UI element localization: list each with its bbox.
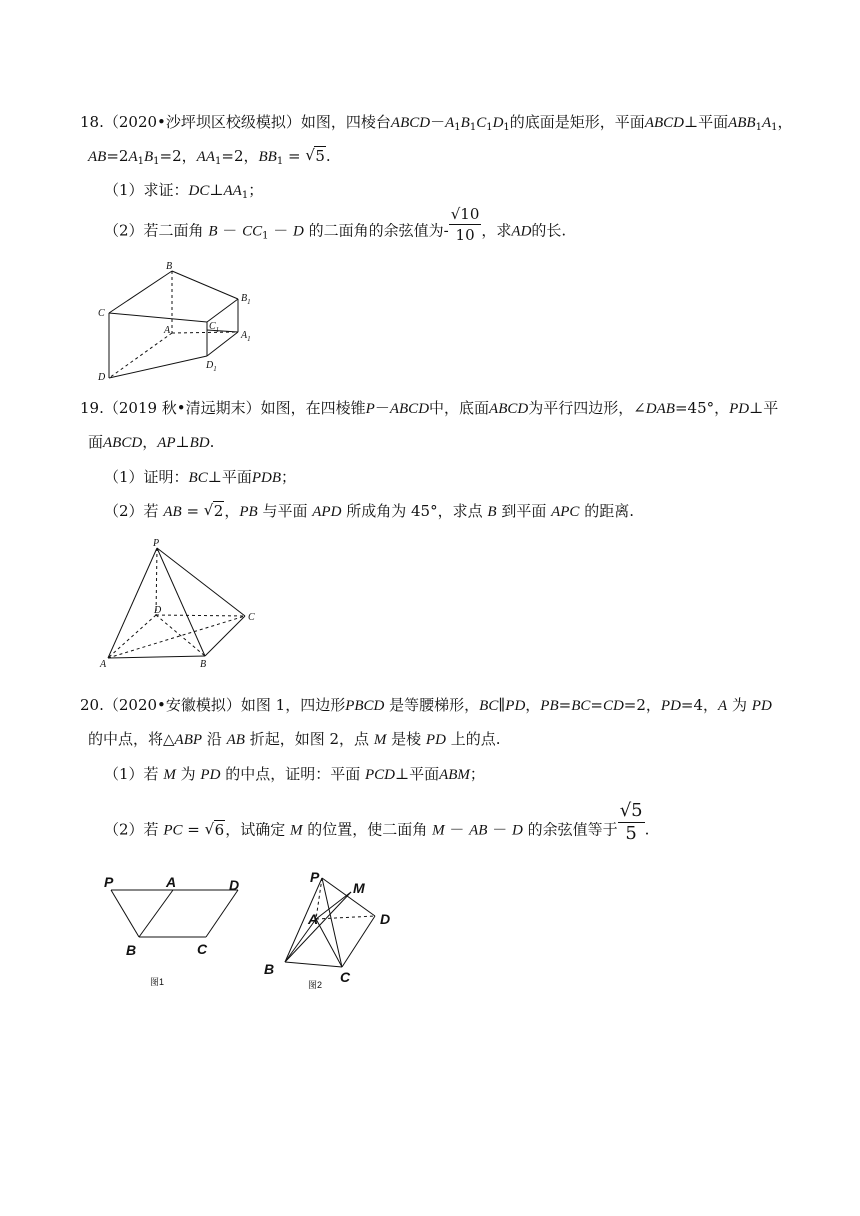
q19-line1: 19.（2019 秋•清远期末）如图，在四棱锥P－ABCD中，底面ABCD为平行四边形，∠DAB=45°，PD⊥平 xyxy=(80,399,779,417)
q18-part1: （1）求证：$DC\perp AA_1$； xyxy=(104,181,264,201)
q19-text: 面 xyxy=(88,433,104,451)
q20-text: 如图 1，四边形 xyxy=(240,696,346,714)
q18-text: =2 xyxy=(106,147,129,165)
q19-text: （2）若 xyxy=(104,502,159,520)
label-A1: $A_1$ xyxy=(241,330,251,343)
q20-text: － xyxy=(449,820,465,839)
q18-text: （1）求证： xyxy=(104,181,189,199)
q19-number: 19. xyxy=(80,399,104,417)
q18-text: － xyxy=(222,221,238,240)
label-B: B xyxy=(264,961,275,977)
q20-text: = xyxy=(187,820,200,839)
q20-text: = xyxy=(590,696,603,714)
q20-text: ⊥平面 xyxy=(394,765,440,783)
q20-text: . xyxy=(644,820,650,839)
label-D: D xyxy=(154,605,162,616)
label-B1: $B_1$ xyxy=(241,293,251,306)
label-D: D xyxy=(380,911,391,927)
q19-text: 为平行四边形，∠ xyxy=(528,399,646,417)
q18-text: =2， xyxy=(159,147,197,165)
q19-text: ， xyxy=(142,433,158,451)
q20-text: 沿 xyxy=(206,730,222,748)
q20-part1: （1）若 M 为 PD 的中点，证明：平面 PCD⊥平面ABM； xyxy=(104,765,485,783)
fraction: $\frac{√5}{5}$ xyxy=(619,800,643,844)
q19-text: 如图，在四棱锥 xyxy=(260,399,366,417)
fraction: $\frac{√10}{10}$ xyxy=(450,205,480,244)
q20-text: ∥ xyxy=(498,696,506,714)
label-D1: $D_1$ xyxy=(206,360,217,373)
q18-text: ， xyxy=(777,113,793,131)
q20-line2: 的中点，将△ABP 沿 AB 折起，如图 2，点 M 是棱 PD 上的点. xyxy=(88,730,501,748)
label-B: B xyxy=(166,261,173,272)
q18-text: 如图，四棱台 xyxy=(300,113,391,131)
q19-source: （2019 秋•清远期末） xyxy=(103,399,261,417)
q20-text: 的位置，使二面角 xyxy=(307,820,428,839)
q20-text: （2）若 xyxy=(104,820,159,839)
q18-text: =2， xyxy=(221,147,259,165)
q20-text: 折起，如图 2，点 xyxy=(249,730,370,748)
q20-number: 20. xyxy=(80,696,104,714)
q18-text: . xyxy=(325,147,331,165)
q19-text: ⊥ xyxy=(175,433,190,451)
q20-text: = xyxy=(558,696,572,714)
q20-text: 为 xyxy=(732,696,748,714)
label-A: A xyxy=(100,659,107,670)
q20-part2: （2）若 PC = √ 6，试确定 M 的位置，使二面角 M － AB － D 的余弦值等于 $\frac{√5}{5}$ . xyxy=(104,816,649,845)
q20-text: ， xyxy=(525,696,541,714)
sqrt6: √ 6 xyxy=(205,820,226,840)
label-D: D xyxy=(98,372,106,383)
q19-part1: （1）证明：BC⊥平面PDB； xyxy=(104,468,297,486)
q20-source: （2020•安徽模拟） xyxy=(103,696,241,714)
q20-text: =2， xyxy=(623,696,661,714)
label-D: D xyxy=(229,877,240,893)
q19-text: 与平面 xyxy=(262,502,308,520)
label-P: P xyxy=(310,869,320,885)
q19-text: 所成角为 45°，求点 xyxy=(346,502,483,520)
q19-text: ； xyxy=(281,468,297,486)
q19-text: . xyxy=(209,433,215,451)
label-C: C xyxy=(98,308,105,319)
q20-text: 是棱 xyxy=(391,730,422,748)
label-B: B xyxy=(126,942,137,958)
q18-text: ⊥ xyxy=(209,181,224,199)
figure2-caption: 图2 xyxy=(308,980,323,990)
q20-text: 的余弦值等于 xyxy=(527,820,618,839)
label-B: B xyxy=(200,659,207,670)
q20-text: － xyxy=(492,820,508,839)
q20-text: 为 xyxy=(180,765,196,783)
q19-text: （1）证明： xyxy=(104,468,189,486)
figure1-caption: 图1 xyxy=(150,977,165,987)
sqrt2: √ 2 xyxy=(204,501,225,521)
q18-line2: $AB=2A_1B_1=2$，$AA_1=2$，$BB_1$ = √ 5. xyxy=(88,146,331,172)
label-M: M xyxy=(353,880,365,896)
label-C: C xyxy=(340,969,351,985)
q19-figure xyxy=(95,536,275,670)
q18-text: － xyxy=(273,221,289,240)
q19-text: =45°， xyxy=(674,399,730,417)
label-C1: $C_1$ xyxy=(209,321,220,334)
label-C: C xyxy=(248,612,255,623)
q20-text: ，试确定 xyxy=(225,820,286,839)
q18-text: 的底面是矩形，平面 xyxy=(509,113,645,131)
q20-figure1 xyxy=(98,868,258,992)
q18-text: ； xyxy=(248,181,264,199)
q19-text: ， xyxy=(224,502,240,520)
label-C: C xyxy=(197,941,208,957)
q20-figure2 xyxy=(260,864,400,992)
q19-text: 的距离. xyxy=(584,502,635,520)
q20-text: 的中点，证明：平面 xyxy=(225,765,361,783)
q20-text: ； xyxy=(469,765,485,783)
q20-text: （1）若 xyxy=(104,765,159,783)
q19-text: 到平面 xyxy=(501,502,547,520)
label-A: A xyxy=(308,911,319,927)
q18-text: 的长. xyxy=(531,221,567,240)
q20-text: 的中点，将△ xyxy=(88,730,175,748)
q19-part2: （2）若 AB = √ 2，PB 与平面 APD 所成角为 45°，求点 B 到平面 APC 的距离. xyxy=(104,501,634,522)
label-A: A xyxy=(164,325,171,336)
q20-line1: 20.（2020•安徽模拟）如图 1，四边形PBCD 是等腰梯形，BC∥PD，PB=BC=CD=2，PD=4，A 为 PD xyxy=(80,696,772,714)
q18-line1: 18.（2020•沙坪坝区校级模拟）如图，四棱台$ABCD-A_1B_1C_1D_1$的底面是矩形，平面ABCD⊥平面$ABB_1A_1$， xyxy=(80,113,793,133)
q18-source: （2020•沙坪坝区校级模拟） xyxy=(103,113,301,131)
label-P: P xyxy=(153,538,160,549)
q18-number: 18. xyxy=(80,113,104,131)
q20-text: 上的点. xyxy=(450,730,501,748)
q19-text: ⊥平 xyxy=(749,399,779,417)
q19-text: ⊥平面 xyxy=(207,468,252,486)
q18-text: （2）若二面角 xyxy=(104,221,204,240)
label-P: P xyxy=(104,874,114,890)
q19-text: 中，底面 xyxy=(429,399,490,417)
q18-text: ⊥平面 xyxy=(683,113,729,131)
q18-text: 的二面角的余弦值为- xyxy=(308,221,449,240)
sqrt5: √ 5 xyxy=(305,146,326,166)
q19-line2: 面ABCD，AP⊥BD. xyxy=(88,433,215,451)
q18-text: ，求 xyxy=(481,221,512,240)
q20-text: =4， xyxy=(680,696,719,714)
q20-text: 是等腰梯形， xyxy=(389,696,480,714)
q18-text: = xyxy=(287,147,301,165)
label-A: A xyxy=(166,874,177,890)
q18-figure xyxy=(90,258,270,388)
q18-part2: （2）若二面角 $B - CC_1 - D$ 的二面角的余弦值为- $\frac{√10}{10}$ ，求AD的长. xyxy=(104,205,567,244)
q19-text: = xyxy=(186,502,200,520)
